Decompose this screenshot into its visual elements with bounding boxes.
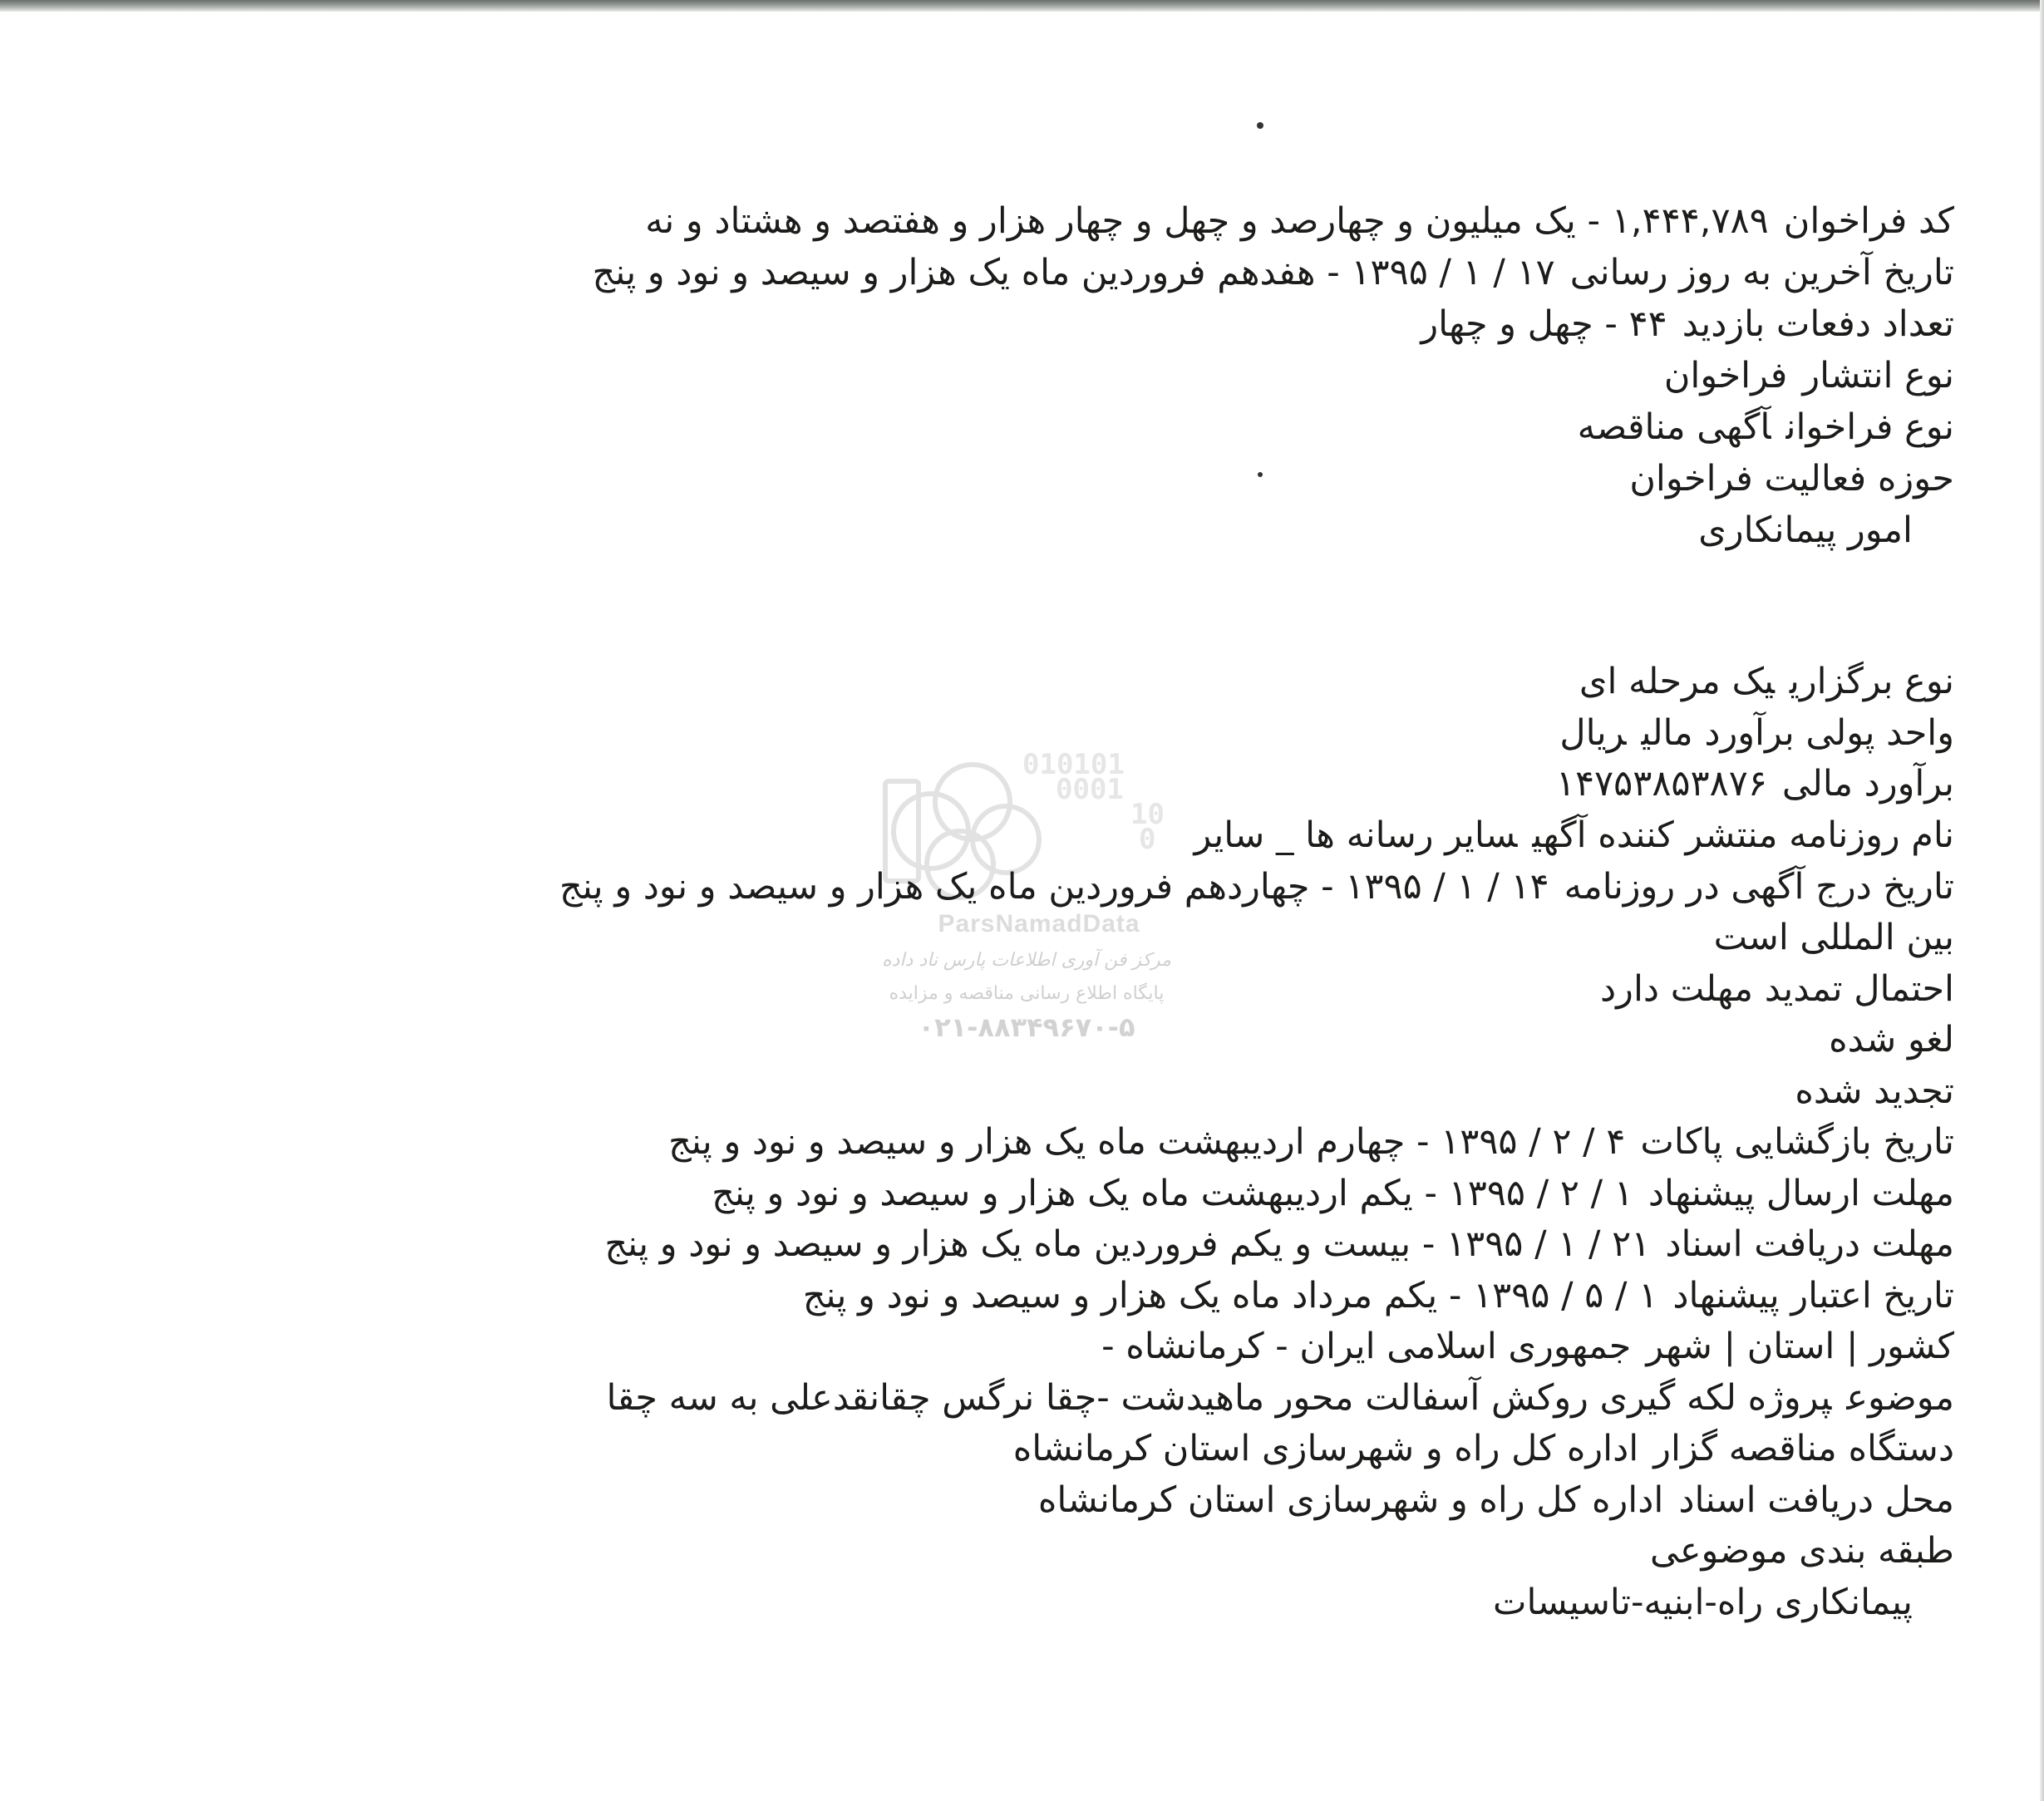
subject-label: موضوع	[1846, 1377, 1954, 1419]
category-label: طبقه بندی موضوعی	[1650, 1530, 1954, 1572]
international-flag: بین المللی است	[1713, 917, 1954, 958]
subject-value: پروژه لکه گیری روکش آسفالت محور ماهیدشت -چقا نرگس چقانقدعلی به سه چقا	[606, 1377, 1832, 1419]
currency-unit-label: واحد پولی برآورد مالی	[1641, 712, 1954, 754]
financial-estimate-label: برآورد مالی	[1781, 763, 1954, 805]
scan-right-edge	[2040, 0, 2044, 1801]
watermark-digit-row: 0	[1139, 823, 1156, 856]
opening-date-value: ۴ / ۲ / ۱۳۹۵ - چهارم اردیبهشت ماه یک هزار و سیصد و نود و پنج	[668, 1121, 1626, 1163]
activity-area-value: امور پیمانکاری	[1698, 509, 1913, 551]
subject-row	[607, 1373, 1954, 1423]
visit-count-row	[1421, 299, 1954, 349]
activity-area-label: حوزه فعالیت فراخوان	[1629, 458, 1954, 499]
watermark-site: پایگاه اطلاع رسانی مناقصه و مزایده	[889, 983, 1165, 1004]
call-code-value: ۱,۴۴۴,۷۸۹ - یک میلیون و چهارصد و چهل و چهار هزار و هفتصد و هشتاد و نه	[645, 200, 1769, 242]
watermark-digits	[1022, 748, 1165, 856]
submission-deadline-value: ۱ / ۲ / ۱۳۹۵ - یکم اردیبهشت ماه یک هزار و سیصد و نود و پنج	[712, 1173, 1633, 1214]
documents-place-value: اداره کل راه و شهرسازی استان کرمانشاه	[1037, 1479, 1664, 1521]
financial-estimate-row	[1556, 759, 1954, 809]
newspaper-name-value: سایر رسانه ها _ سایر	[1194, 814, 1518, 856]
visit-count-value: ۴۴ - چهل و چهار	[1421, 303, 1667, 345]
documents-place-label: محل دریافت اسناد	[1678, 1479, 1954, 1521]
holding-type-label: نوع برگزاری	[1789, 661, 1954, 702]
newspaper-date-value: ۱۴ / ۱ / ۱۳۹۵ - چهاردهم فروردین ماه یک هزار و سیصد و نود و پنج	[559, 866, 1549, 908]
cancelled-flag: لغو شده	[1829, 1019, 1954, 1060]
proposal-validity-row	[803, 1271, 1954, 1321]
submission-deadline-label: مهلت ارسال پیشنهاد	[1648, 1173, 1954, 1214]
newspaper-date-label: تاریخ درج آگهی در روزنامه	[1564, 866, 1954, 908]
call-type-row	[1578, 402, 1954, 452]
watermark-digit-row: 10	[1130, 798, 1165, 831]
renewed-flag: تجدید شده	[1795, 1070, 1954, 1112]
financial-estimate-value: ۱۴۷۵۳۸۵۳۸۷۶	[1555, 763, 1767, 805]
proposal-validity-label: تاریخ اعتبار پیشنهاد	[1672, 1275, 1954, 1316]
proposal-validity-value: ۱ / ۵ / ۱۳۹۵ - یکم مرداد ماه یک هزار و سیصد و نود و پنج	[802, 1275, 1658, 1316]
documents-deadline-value: ۲۱ / ۱ / ۱۳۹۵ - بیست و یکم فروردین ماه یک هزار و سیصد و نود و پنج	[604, 1223, 1651, 1265]
watermark-phone: ۰۲۱-۸۸۳۴۹۶۷۰-۵	[918, 1011, 1135, 1043]
visit-count-label: تعداد دفعات بازدید	[1682, 303, 1954, 345]
holding-type-row	[1579, 657, 1954, 706]
newspaper-name-row	[1194, 810, 1954, 860]
organizer-value: اداره کل راه و شهرسازی استان کرمانشاه	[1012, 1428, 1639, 1469]
currency-unit-value: ریال	[1559, 712, 1627, 754]
organizer-label: دستگاه مناقصه گزار	[1653, 1428, 1954, 1469]
opening-date-row	[668, 1117, 1954, 1167]
organizer-row	[1013, 1424, 1954, 1474]
opening-date-label: تاریخ بازگشایی پاکات	[1640, 1121, 1954, 1163]
newspaper-name-label: نام روزنامه منتشر کننده آگهی	[1532, 814, 1954, 856]
speck-mid	[1258, 472, 1263, 477]
call-type-label: نوع فراخوان	[1785, 406, 1954, 448]
watermark-brand: ParsNamadData	[938, 910, 1140, 937]
currency-unit-row	[1559, 708, 1954, 758]
last-update-row	[593, 248, 1955, 298]
call-code-row	[645, 196, 1954, 246]
documents-place-row	[1038, 1475, 1954, 1525]
watermark-digit-row: 0001	[1056, 773, 1124, 806]
call-code-label: کد فراخوان	[1783, 200, 1954, 242]
documents-deadline-label: مهلت دریافت اسناد	[1665, 1223, 1954, 1265]
publish-type-row	[1664, 351, 1954, 401]
documents-deadline-row	[604, 1219, 1954, 1269]
extension-flag: احتمال تمدید مهلت دارد	[1600, 968, 1954, 1010]
watermark-subtitle: مرکز فن آوری اطلاعات پارس ناد داده	[882, 950, 1171, 971]
last-update-value: ۱۷ / ۱ / ۱۳۹۵ - هفدهم فروردین ماه یک هزار و سیصد و نود و پنج	[592, 252, 1555, 293]
location-row	[1101, 1321, 1954, 1371]
watermark-digit-row: 010101	[1022, 748, 1125, 781]
call-type-value: آگهی مناقصه	[1577, 406, 1771, 448]
publish-type-label: نوع انتشار	[1802, 355, 1954, 396]
publish-type-value: فراخوان	[1663, 355, 1788, 396]
last-update-label: تاریخ آخرین به روز رسانی	[1569, 252, 1954, 293]
speck-top	[1257, 122, 1263, 129]
holding-type-value: یک مرحله ای	[1579, 661, 1775, 702]
location-label: کشور | استان | شهر	[1646, 1326, 1954, 1367]
category-value: پیمانکاری راه-ابنیه-تاسیسات	[1492, 1582, 1913, 1623]
scan-top-edge	[0, 0, 2044, 12]
submission-deadline-row	[712, 1169, 1954, 1218]
newspaper-date-row	[559, 862, 1954, 912]
location-value: جمهوری اسلامی ایران - کرمانشاه -	[1101, 1326, 1632, 1367]
